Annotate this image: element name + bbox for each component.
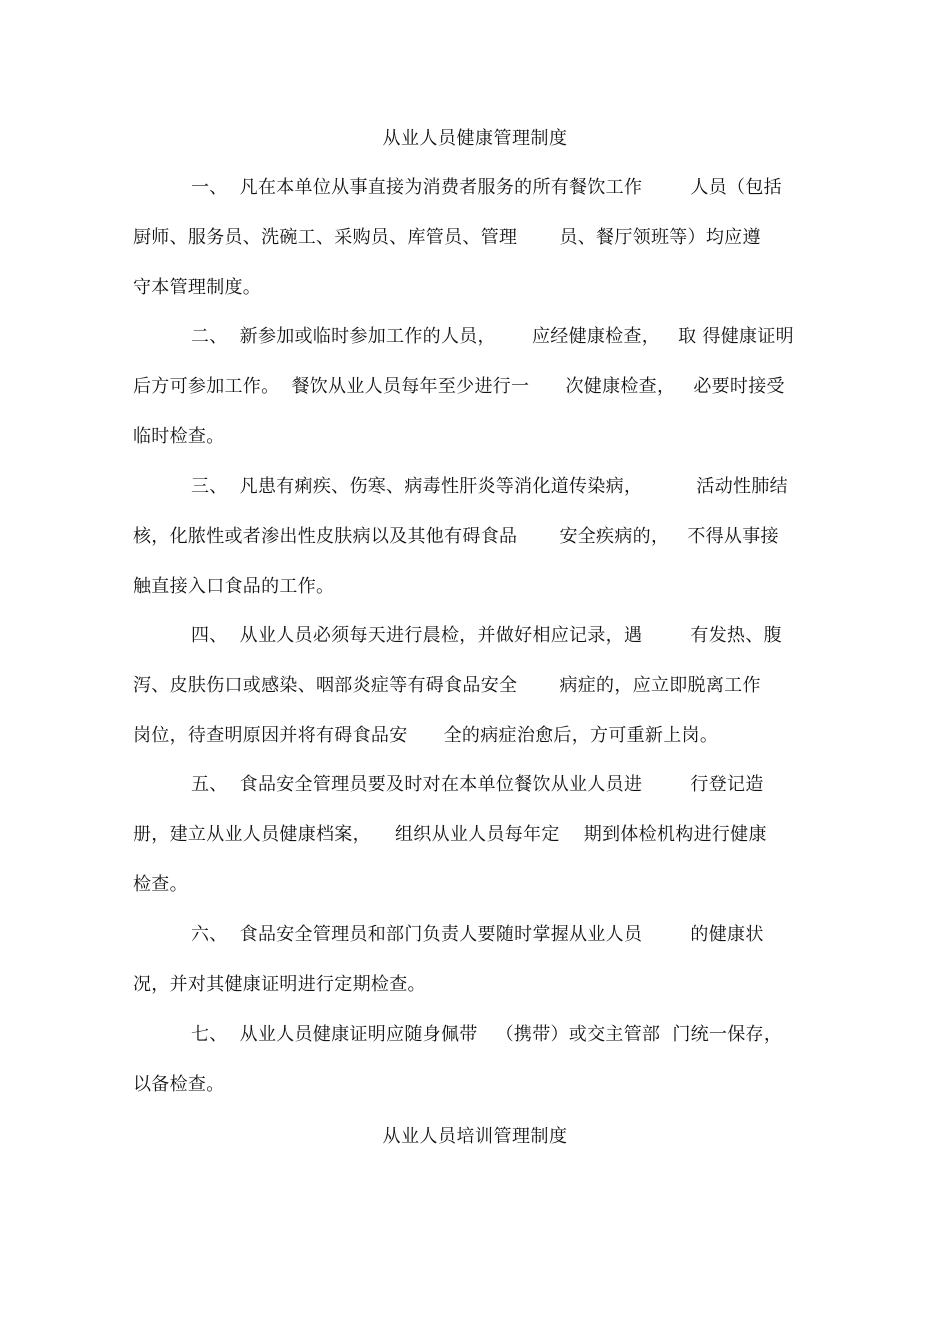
next-section-title: 从业人员培训管理制度 [382, 1126, 568, 1147]
paragraph-5 [133, 773, 803, 923]
paragraph-6 [133, 923, 803, 1023]
paragraph-line: 册，建立从业人员健康档案， 组织从业人员每年定 期到体检机构进行健康 [133, 824, 767, 845]
paragraph-line: 以备检查。 [133, 1074, 225, 1095]
paragraph-line: 五、 食品安全管理员要及时对在本单位餐饮从业人员进 行登记造 [191, 774, 764, 795]
paragraph-line: 岗位，待查明原因并将有碍食品安 全的病症治愈后，方可重新上岗。 [133, 725, 719, 746]
paragraph-line: 临时检查。 [133, 426, 225, 447]
paragraph-3 [133, 475, 803, 625]
paragraph-line: 触直接入口食品的工作。 [133, 576, 335, 597]
paragraph-1 [133, 176, 803, 326]
paragraph-line: 核，化脓性或者渗出性皮肤病以及其他有碍食品 安全疾病的， 不得从事接 [133, 526, 779, 547]
paragraph-2 [133, 325, 803, 475]
paragraph-line: 四、 从业人员必须每天进行晨检，并做好相应记录，遇 有发热、腹 [191, 625, 782, 646]
paragraph-7 [133, 1023, 803, 1123]
paragraph-line: 二、 新参加或临时参加工作的人员， 应经健康检查， 取 得健康证明 [191, 326, 794, 347]
paragraph-line: 检查。 [133, 874, 188, 895]
paragraph-line: 况，并对其健康证明进行定期检查。 [133, 974, 426, 995]
paragraph-line: 厨师、服务员、洗碗工、采购员、库管员、管理 员、餐厅领班等）均应遵 [133, 227, 761, 248]
paragraph-line: 一、 凡在本单位从事直接为消费者服务的所有餐饮工作 人员（包括 [191, 177, 782, 198]
paragraph-line: 泻、皮肤伤口或感染、咽部炎症等有碍食品安全 病症的，应立即脱离工作 [133, 675, 761, 696]
paragraph-4 [133, 624, 803, 774]
paragraph-line: 后方可参加工作。 餐饮从业人员每年至少进行一 次健康检查， 必要时接受 [133, 376, 785, 397]
paragraph-line: 守本管理制度。 [133, 277, 262, 298]
paragraph-line: 三、 凡患有痢疾、伤寒、病毒性肝炎等消化道传染病， 活动性肺结 [191, 476, 788, 497]
paragraph-line: 七、 从业人员健康证明应随身佩带 （携带）或交主管部 门统一保存， [191, 1024, 783, 1045]
paragraph-line: 六、 食品安全管理员和部门负责人要随时掌握从业人员 的健康状 [191, 924, 764, 945]
document-title: 从业人员健康管理制度 [382, 128, 568, 149]
